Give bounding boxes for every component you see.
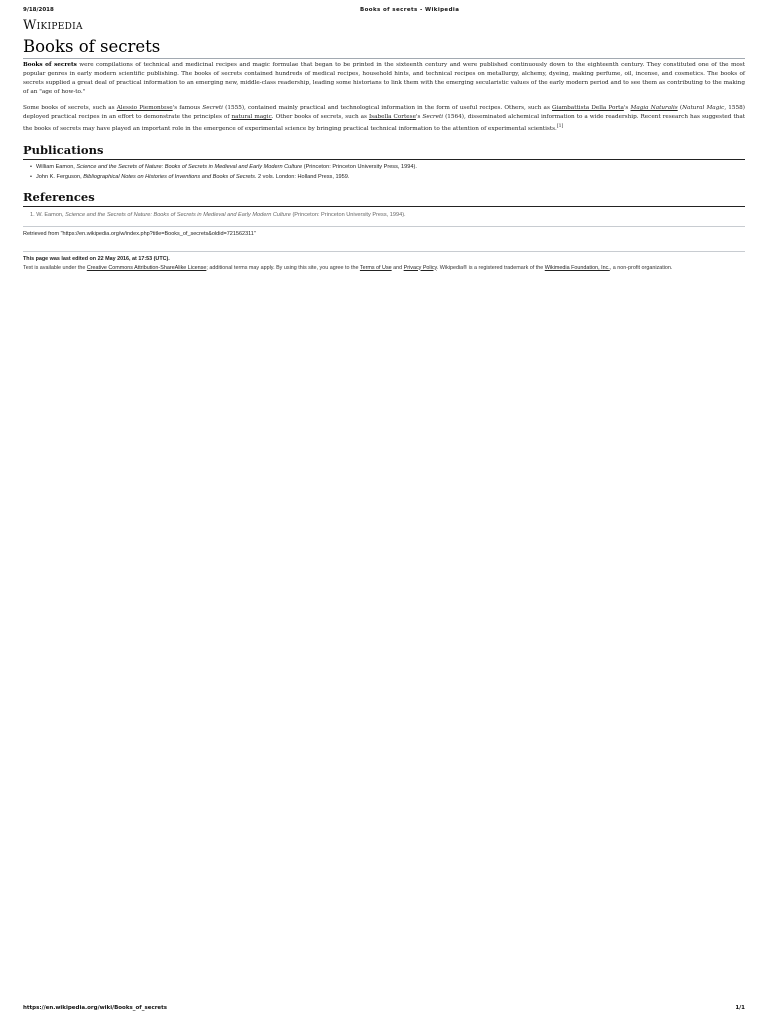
italic-title: Natural Magic bbox=[682, 105, 725, 111]
references-divider bbox=[23, 206, 745, 207]
retrieved-from[interactable]: Retrieved from "https://en.wikipedia.org/w/index.php?title=Books_of_secrets&oldid=721562311" bbox=[23, 231, 256, 237]
ref-details: (Princeton: Princeton University Press, 1994). bbox=[290, 212, 406, 218]
ref-author: W. Eamon, bbox=[36, 212, 66, 218]
ref-title: Science and the Secrets of Nature: Books of Secrets in Medieval and Early Modern Culture bbox=[65, 212, 291, 218]
text-run: and bbox=[391, 264, 404, 271]
intro-text: were compilations of technical and medicinal recipes and magic formulae that began to be printed in the sixteenth century and were published continuously down to the eighteenth century. They constituted one of the most popular genres in early modern scientific publishing. The books of secrets contained hundreds of medical recipes, household hints, and technical recipes on metallurgy, alchemy, dyeing, making perfume, oil, incense, and cosmetics. The books of secrets supplied a great deal of practical information to an emerging new, middle-class readership, leading some historians to link them with the emerging secularistic values of the early modern period and to see them as contributing to the making of an "age of how-to." bbox=[23, 62, 745, 95]
ref-number[interactable]: 1. bbox=[30, 212, 37, 218]
link-alessio-piemontese[interactable]: Alessio Piemontese bbox=[116, 105, 173, 111]
link-natural-magic[interactable]: natural magic bbox=[231, 114, 272, 120]
print-url: https://en.wikipedia.org/wiki/Books_of_secrets bbox=[23, 1005, 168, 1011]
link-wikimedia-foundation[interactable]: Wikimedia Foundation, Inc. bbox=[544, 264, 610, 271]
pub-author: John K. Ferguson, bbox=[36, 173, 84, 180]
intro-paragraph bbox=[23, 61, 745, 97]
references-list bbox=[30, 211, 730, 220]
link-della-porta[interactable]: Giambattista Della Porta bbox=[552, 105, 624, 111]
divider bbox=[23, 251, 745, 252]
text-run: 's bbox=[623, 105, 631, 111]
print-page-title: Books of secrets - Wikipedia bbox=[360, 7, 460, 13]
link-terms-of-use[interactable]: Terms of Use bbox=[359, 264, 392, 271]
text-run: . Wikipedia® is a registered trademark of the bbox=[436, 264, 545, 271]
text-run: 's famous bbox=[172, 105, 203, 111]
text-run: (1564), disseminated alchemical information to a wide readership. Recent research has suggested that the books of secrets may have played an important role in the emergence of experimental science by bringing practical technical information to the attention of experimental scientists. bbox=[23, 114, 745, 132]
references-heading: References bbox=[23, 190, 95, 204]
list-item bbox=[30, 211, 730, 220]
print-header bbox=[23, 7, 745, 19]
list-item bbox=[30, 163, 730, 173]
license-text bbox=[23, 264, 745, 273]
second-paragraph bbox=[23, 104, 745, 134]
print-footer bbox=[23, 1005, 745, 1015]
text-run: ; additional terms may apply. By using this site, you agree to the bbox=[206, 264, 360, 271]
publications-divider bbox=[23, 159, 745, 160]
publications-list bbox=[30, 163, 730, 182]
link-magia-naturalis[interactable]: Magia Naturalis bbox=[630, 105, 678, 111]
link-cc-license[interactable]: Creative Commons Attribution-ShareAlike License bbox=[86, 264, 207, 271]
print-page-number: 1/1 bbox=[735, 1005, 745, 1011]
italic-title: Secreti bbox=[422, 114, 444, 120]
divider bbox=[23, 226, 745, 227]
print-date: 9/18/2018 bbox=[23, 7, 54, 13]
citation-link[interactable]: [1] bbox=[556, 124, 564, 129]
publications-heading: Publications bbox=[23, 143, 104, 157]
pub-author: William Eamon, bbox=[36, 164, 77, 170]
pub-title: Bibliographical Notes on Histories of Inventions and Books of Secrets bbox=[83, 173, 255, 180]
page-footer bbox=[23, 255, 745, 272]
pub-details: . 2 vols. London: Holland Press, 1959. bbox=[254, 173, 350, 180]
page-title: Books of secrets bbox=[23, 37, 161, 56]
link-privacy-policy[interactable]: Privacy Policy bbox=[403, 264, 437, 271]
text-run: , a non-profit organization. bbox=[609, 264, 673, 271]
link-isabella-cortese[interactable]: Isabella Cortese bbox=[368, 114, 416, 120]
pub-title: Science and the Secrets of Nature: Books of Secrets in Medieval and Early Modern Culture bbox=[76, 164, 303, 170]
text-run: Text is available under the bbox=[23, 264, 87, 271]
title-divider bbox=[23, 58, 745, 59]
pub-details: (Princeton: Princeton University Press, 1994). bbox=[302, 164, 417, 170]
text-run: 's bbox=[415, 114, 423, 120]
wikipedia-logo[interactable]: Wikipedia bbox=[23, 18, 83, 33]
intro-bold-term: Books of secrets bbox=[23, 62, 77, 68]
text-run: ( bbox=[677, 105, 683, 111]
text-run: (1555), contained mainly practical and technological information in the form of useful recipes. Others, such as bbox=[222, 105, 553, 111]
text-run: Some books of secrets, such as bbox=[23, 105, 117, 111]
text-run: . Other books of secrets, such as bbox=[271, 114, 369, 120]
text-run: , 1558) deployed practical recipes in an effort to demonstrate the principles of bbox=[23, 105, 745, 120]
list-item bbox=[30, 173, 730, 183]
last-edited: This page was last edited on 22 May 2016, at 17:53 (UTC). bbox=[23, 256, 170, 262]
italic-title: Secreti bbox=[202, 105, 223, 111]
